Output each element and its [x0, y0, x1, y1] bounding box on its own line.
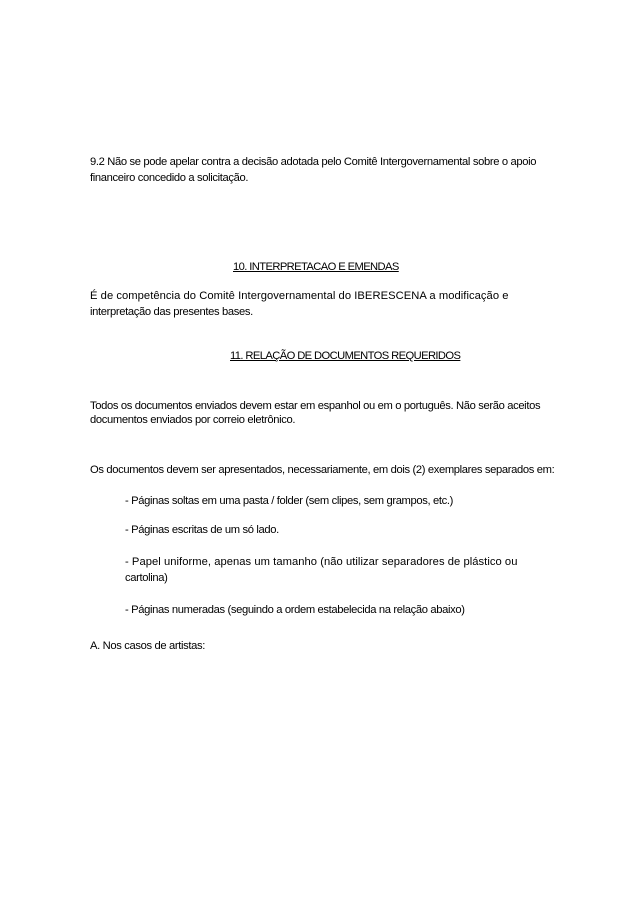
subsection-a-artists: A. Nos casos de artistas:	[90, 640, 205, 652]
list-item-numbered-pages: - Páginas numeradas (seguindo a ordem estabelecida na relação abaixo)	[125, 604, 465, 616]
section-11-para-1-line-1: Todos os documentos enviados devem estar em espanhol ou em o português. Não serão aceitos	[90, 400, 541, 412]
section-10-line-2: interpretação das presentes bases.	[90, 306, 253, 318]
section-11-para-2: Os documentos devem ser apresentados, necessariamente, em dois (2) exemplares separados em:	[90, 464, 555, 476]
section-11-heading: 11. RELAÇÃO DE DOCUMENTOS REQUERIDOS	[230, 350, 461, 362]
section-9-2-line-1: 9.2 Não se pode apelar contra a decisão adotada pelo Comitê Intergovernamental sobre o apoio	[90, 156, 537, 168]
section-10-line-1: É de competência do Comitê Intergovernamental do IBERESCENA a modificação e	[90, 290, 509, 302]
list-item-one-side: - Páginas escritas de um só lado.	[125, 524, 279, 536]
list-item-uniform-paper-cont: cartolina)	[125, 572, 168, 584]
section-9-2-line-2: financeiro concedido a solicitação.	[90, 172, 249, 184]
section-11-para-1-line-2: documentos enviados por correio eletrônico.	[90, 414, 296, 426]
list-item-uniform-paper: - Papel uniforme, apenas um tamanho (não utilizar separadores de plástico ou	[125, 556, 518, 568]
section-10-heading: 10. INTERPRETACAO E EMENDAS	[233, 261, 399, 273]
list-item-loose-pages: - Páginas soltas em uma pasta / folder (sem clipes, sem grampos, etc.)	[125, 495, 454, 507]
